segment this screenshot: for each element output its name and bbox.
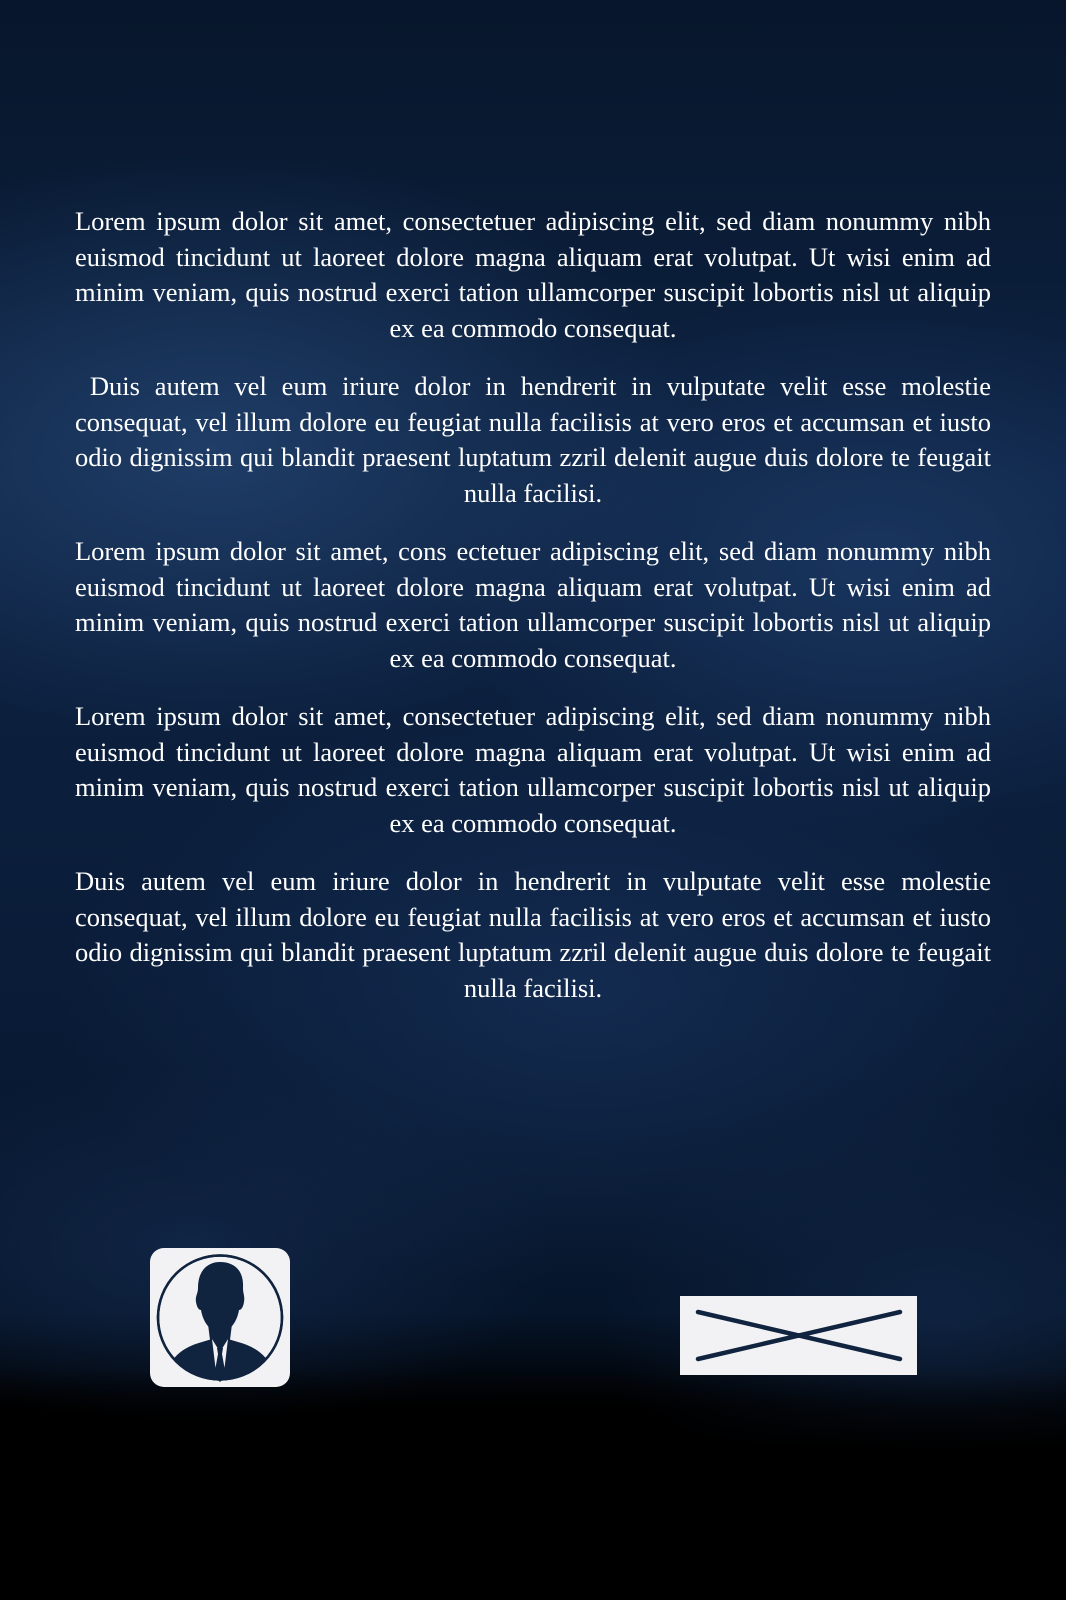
author-photo-placeholder: [150, 1248, 290, 1387]
blurb-paragraph-3: Lorem ipsum dolor sit amet, cons ectetuer adipiscing elit, sed diam nonummy nibh euismod tincidunt ut laoreet dolore magna aliquam erat volutpat. Ut wisi enim ad minim veniam, quis nostrud exerci tation ullamcorper suscipit lobortis nisl ut aliquip ex ea commodo consequat.: [75, 536, 991, 673]
person-avatar-icon: [150, 1248, 290, 1387]
blurb-paragraph-4: Lorem ipsum dolor sit amet, consectetuer adipiscing elit, sed diam nonummy nibh euismod tincidunt ut laoreet dolore magna aliquam erat volutpat. Ut wisi enim ad minim veniam, quis nostrud exerci tation ullamcorper suscipit lobortis nisl ut aliquip ex ea commodo consequat.: [75, 701, 991, 838]
barcode-placeholder-icon: [680, 1296, 917, 1375]
blurb-paragraph-2: Duis autem vel eum iriure dolor in hendrerit in vulputate velit esse molestie consequat, vel illum dolore eu feugiat nulla facilisis at vero eros et accumsan et iusto odio dignissim qui blandit praesent luptatum zzril delenit augue duis dolore te feugait nulla facilisi.: [75, 371, 998, 508]
barcode-placeholder: [680, 1296, 917, 1375]
blurb-paragraph-5: Duis autem vel eum iriure dolor in hendrerit in vulputate velit esse molestie consequat, vel illum dolore eu feugiat nulla facilisis at vero eros et accumsan et iusto odio dignissim qui blandit praesent luptatum zzril delenit augue duis dolore te feugait nulla facilisi.: [75, 866, 991, 1003]
blurb-text: [75, 204, 998, 1029]
blurb-paragraph-1: Lorem ipsum dolor sit amet, consectetuer adipiscing elit, sed diam nonummy nibh euismod tincidunt ut laoreet dolore magna aliquam erat volutpat. Ut wisi enim ad minim veniam, quis nostrud exerci tation ullamcorper suscipit lobortis nisl ut aliquip ex ea commodo consequat.: [75, 206, 991, 343]
